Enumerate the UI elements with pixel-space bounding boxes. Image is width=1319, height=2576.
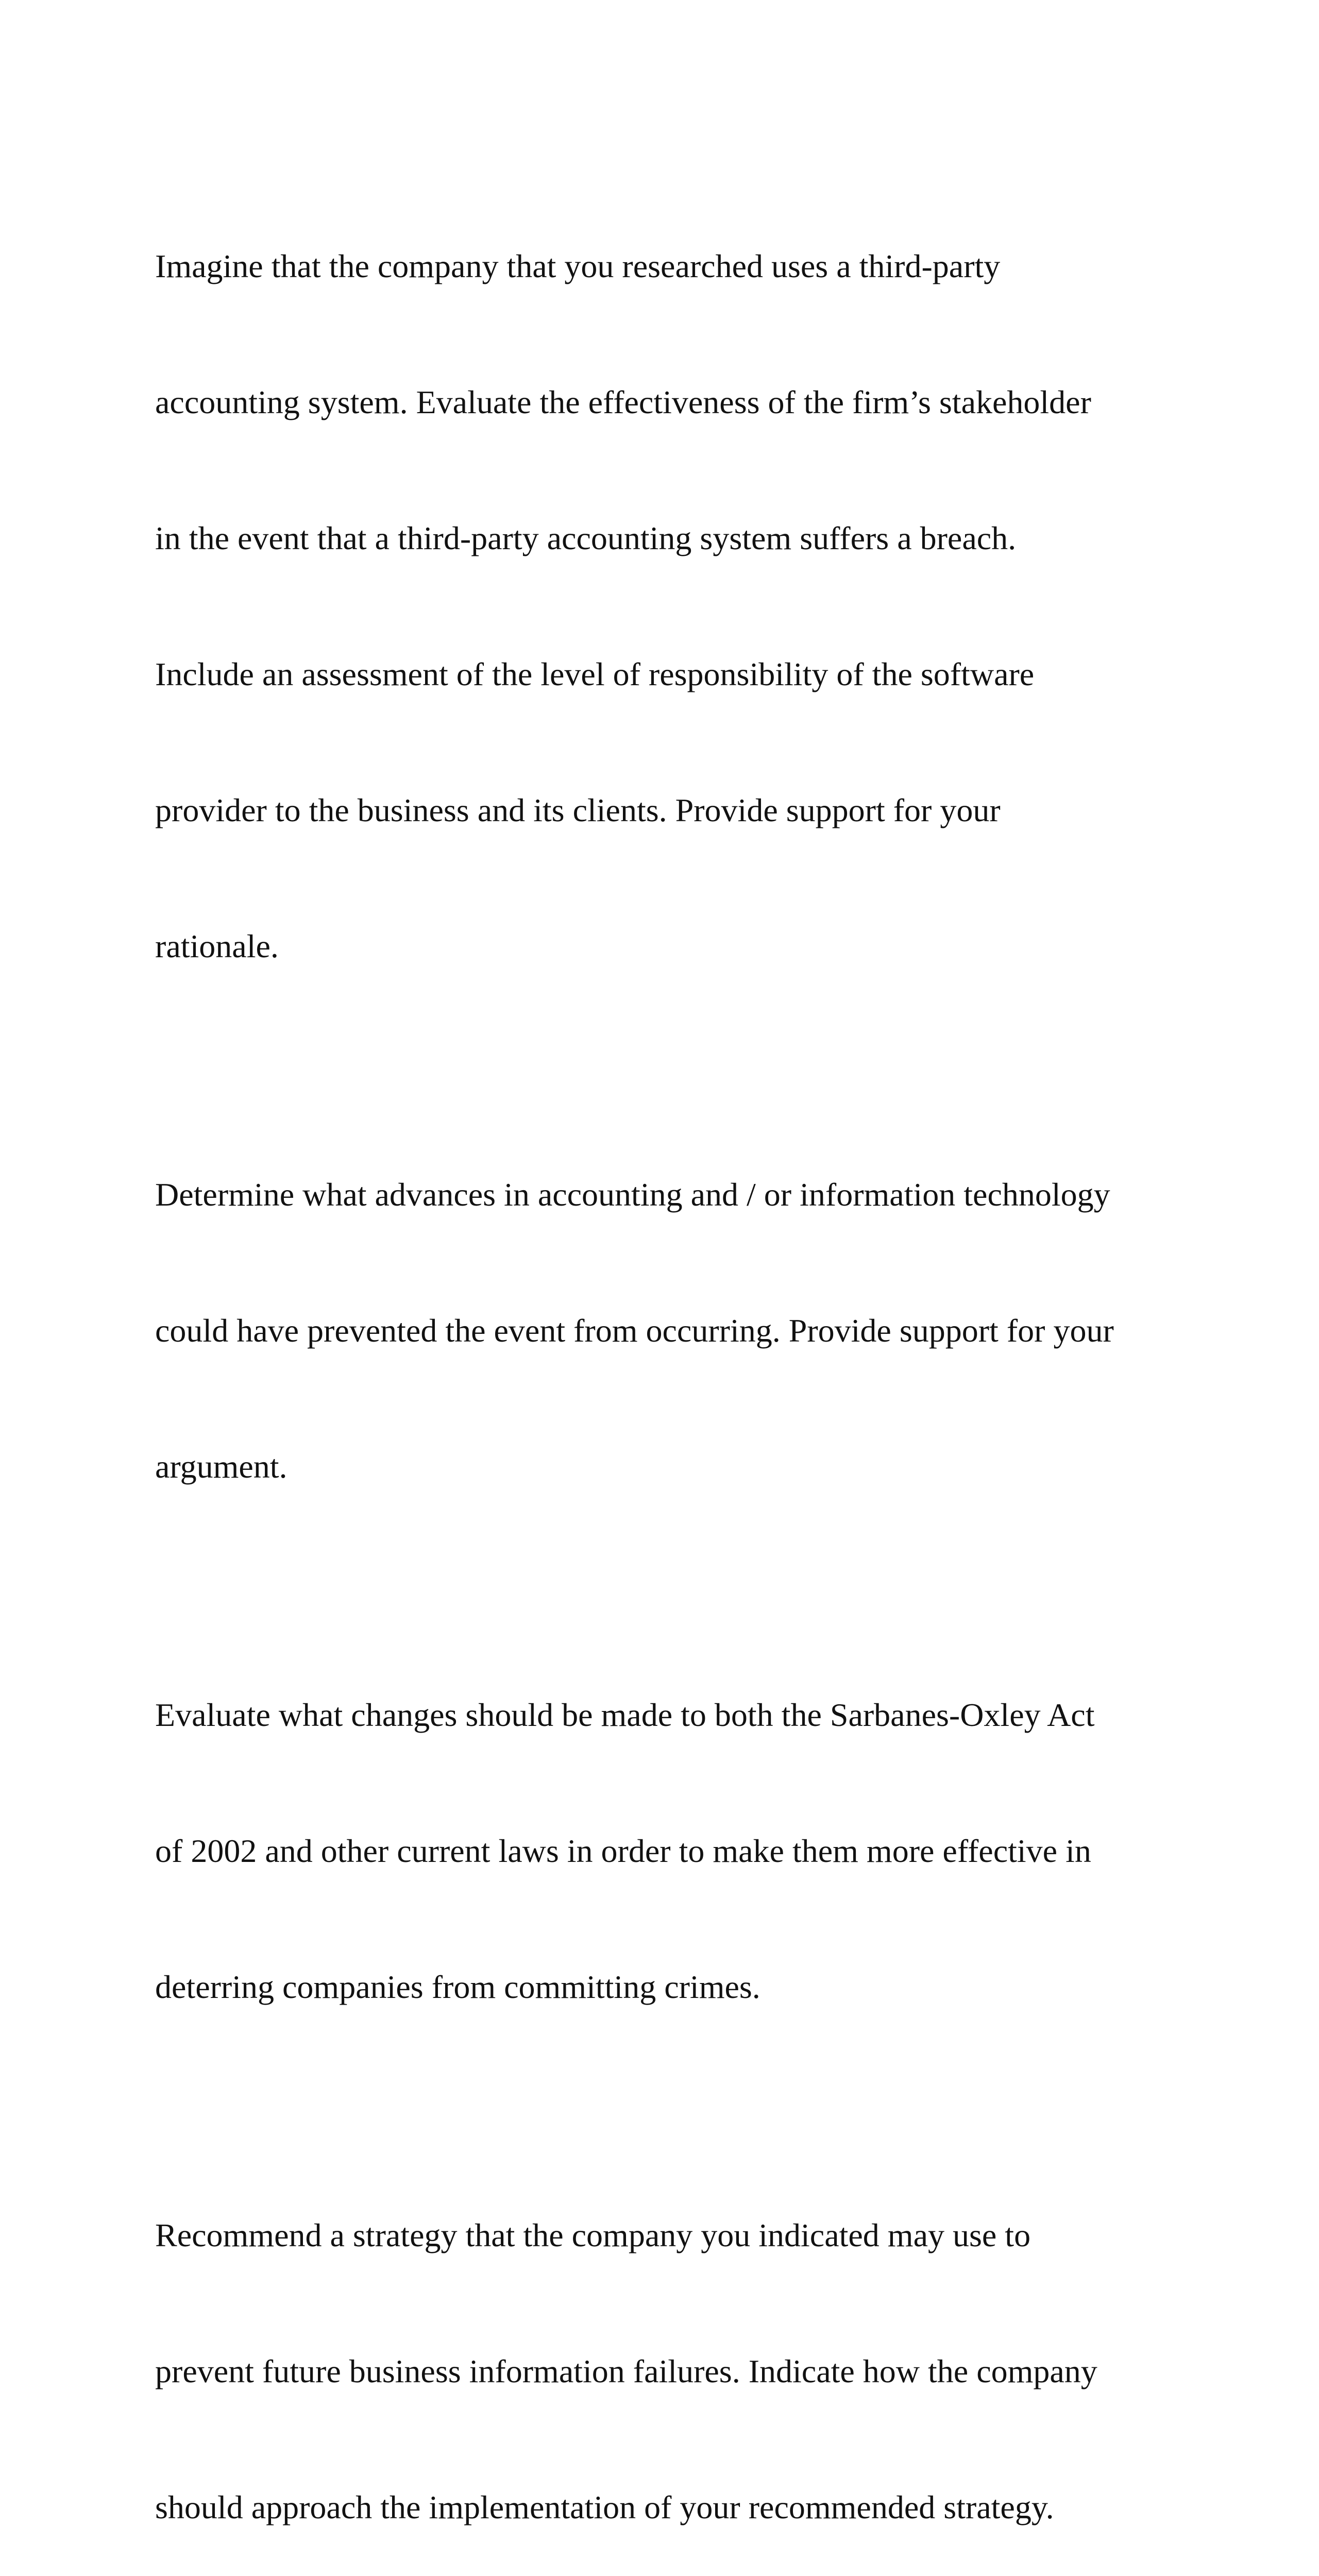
text-line: Determine what advances in accounting and / or information technology [155, 1176, 1110, 1213]
text-line: should approach the implementation of your recommended strategy. [155, 2489, 1054, 2526]
text-line: Include an assessment of the level of responsibility of the software [155, 656, 1035, 692]
text-line: provider to the business and its clients. Provide support for your [155, 792, 1001, 828]
text-line: Imagine that the company that you researched uses a third-party [155, 248, 1001, 284]
text-line: prevent future business information failures. Indicate how the company [155, 2353, 1097, 2389]
paragraph-third-party-breach [155, 153, 1180, 1060]
text-line: of 2002 and other current laws in order to make them more effective in [155, 1833, 1091, 1869]
text-line: rationale. [155, 928, 279, 964]
text-line: argument. [155, 1448, 288, 1485]
text-line: Recommend a strategy that the company you indicated may use to [155, 2217, 1031, 2253]
paragraph-strategy-recommendation [155, 2122, 1180, 2576]
text-line: could have prevented the event from occurring. Provide support for your [155, 1312, 1114, 1349]
text-line: in the event that a third-party accounting system suffers a breach. [155, 520, 1017, 556]
text-line: Evaluate what changes should be made to both the Sarbanes-Oxley Act [155, 1697, 1095, 1733]
document-body [155, 153, 1180, 2576]
paragraph-sarbanes-oxley [155, 1602, 1180, 2100]
paragraph-technology-advances [155, 1081, 1180, 1580]
text-line: accounting system. Evaluate the effectiveness of the firm’s stakeholder [155, 384, 1091, 420]
text-line: deterring companies from committing crimes. [155, 1969, 760, 2005]
